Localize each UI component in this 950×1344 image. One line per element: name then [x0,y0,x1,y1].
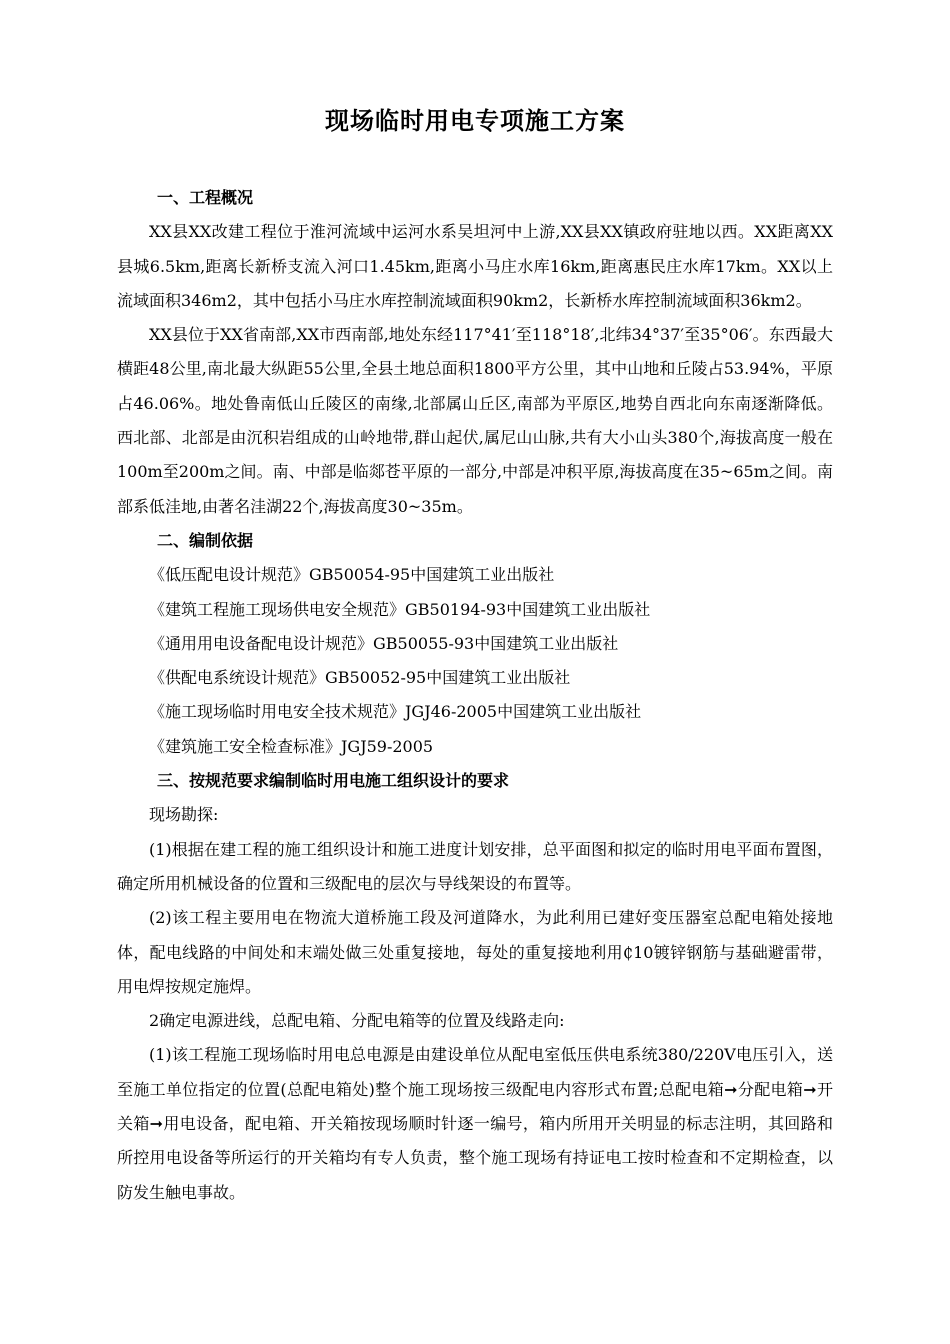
section-heading-3: 三、按规范要求编制临时用电施工组织设计的要求 [157,771,510,791]
reference-item: 《施工现场临时用电安全技术规范》JGJ46-2005中国建筑工业出版社 [149,702,642,722]
requirement-paragraph-4: (1)该工程施工现场临时用电总电源是由建设单位从配电室低压供电系统380/220V电压引入，送至施工单位指定的位置(总配电箱处)整个施工现场按三级配电内容形式布置;总配电箱➞分配电箱➞开关箱➞用电设备，配电箱、开关箱按现场顺时针逐一编号，箱内所用开关明显的标志注明，其回路和所控用电设备等所运行的开关箱均有专人负责，整个施工现场有持证电工按时检查和不定期检查，以防发生触电事故。 [117,1045,833,1202]
section-heading-1: 一、工程概况 [157,188,254,207]
overview-paragraph-2: XX县位于XX省南部,XX市西南部,地处东经117°41′至118°18′,北纬34°37′至35°06′。东西最大横距48公里,南北最大纵距55公里,全县土地总面积1800平方公里，其中山地和丘陵占53.94%，平原占46.06%。地处鲁南低山丘陵区的南缘,北部属山丘区,南部为平原区,地势自西北向东南逐渐降低。西北部、北部是由沉积岩组成的山岭地带,群山起伏,属尼山山脉,共有大小山头380个,海拔高度一般在100m至200m之间。南、中部是临郯苍平原的一部分,中部是冲积平原,海拔高度在35~65m之间。南部系低洼地,由著名洼湖22个,海拔高度30~35m。 [117,325,833,516]
reference-item: 《低压配电设计规范》GB50054-95中国建筑工业出版社 [149,565,555,585]
document-body [117,181,833,1210]
reference-item: 《通用用电设备配电设计规范》GB50055-93中国建筑工业出版社 [149,633,619,653]
section-heading-2: 二、编制依据 [157,530,254,550]
survey-label: 现场勘探: [149,805,219,825]
requirement-paragraph-2: (2)该工程主要用电在物流大道桥施工段及河道降水，为此利用已建好变压器室总配电箱处接地体，配电线路的中间处和末端处做三处重复接地，每处的重复接地利用₵10镀锌钢筋与基础避雷带，用电焊按规定施焊。 [117,908,833,996]
requirement-paragraph-1: (1)根据在建工程的施工组织设计和施工进度计划安排，总平面图和拟定的临时用电平面布置图，确定所用机械设备的位置和三级配电的层次与导线架设的布置等。 [117,839,833,893]
overview-paragraph-1: XX县XX改建工程位于淮河流域中运河水系吴坦河中上游,XX县XX镇政府驻地以西。XX距离XX县城6.5km,距离长新桥支流入河口1.45km,距离小马庄水库16km,距离惠民庄水库17km。XX以上流域面积346m2，其中包括小马庄水库控制流域面积90km2，长新桥水库控制流域面积36km2。 [117,222,833,310]
reference-item: 《供配电系统设计规范》GB50052-95中国建筑工业出版社 [149,668,571,688]
reference-item: 《建筑工程施工现场供电安全规范》GB50194-93中国建筑工业出版社 [149,599,651,619]
requirement-paragraph-3: 2确定电源进线，总配电箱、分配电箱等的位置及线路走向: [149,1011,565,1031]
reference-item: 《建筑施工安全检查标准》JGJ59-2005 [149,736,434,756]
page-title: 现场临时用电专项施工方案 [325,107,625,135]
